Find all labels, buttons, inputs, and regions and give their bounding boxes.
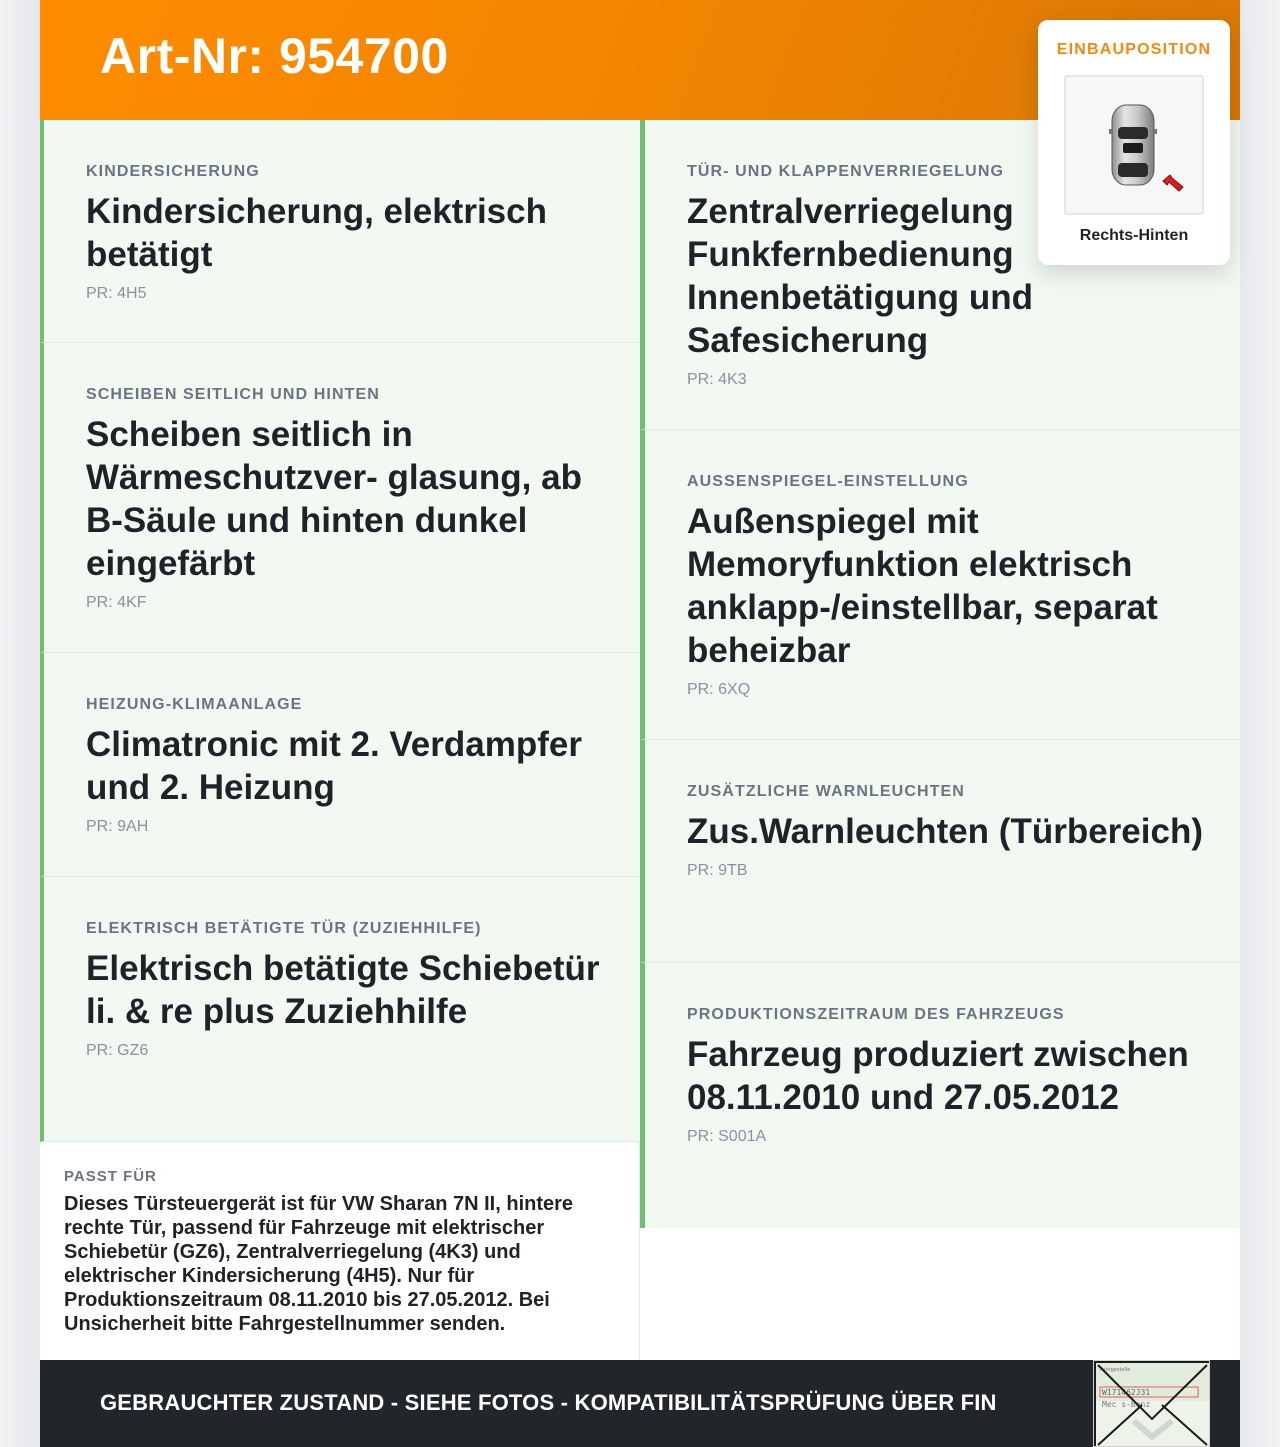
feature-pr-code: PR: 9AH <box>86 818 149 835</box>
feature-pr-code: PR: S001A <box>687 1128 767 1145</box>
feature-cell-production-period <box>640 963 1240 1228</box>
feature-cell-windows <box>40 343 640 653</box>
feature-label: ELEKTRISCH BETÄTIGTE TÜR (ZUZIEHHILFE) <box>86 920 482 937</box>
feature-pr-code: PR: 4KF <box>86 594 147 611</box>
feature-title: Fahrzeug produziert zwischen 08.11.2010 und 27.05.2012 <box>687 1035 1189 1117</box>
svg-text:W171462J31: W171462J31 <box>1102 1388 1151 1397</box>
feature-title: Außenspiegel mit Memoryfunktion elektrisch anklapp-/einstellbar, separat beheizbar <box>687 502 1158 670</box>
feature-title: Scheiben seitlich in Wärmeschutzver- glasung, ab B-Säule und hinten dunkel eingefärbt <box>86 415 582 583</box>
feature-pr-code: PR: GZ6 <box>86 1042 149 1059</box>
feature-title: Climatronic mit 2. Verdampfer und 2. Heizung <box>86 725 582 807</box>
installation-position-card <box>1038 20 1230 265</box>
feature-title-line: Safesicherung <box>687 321 929 360</box>
fits-for-description: Dieses Türsteuergerät ist für VW Sharan 7N II, hintere rechte Tür, passend für Fahrzeuge mit elektrischer Schiebetür (GZ6), Zentralverriegelung (4K3) und elektrischer Kindersicherung (4H5). Nur für Produktionszeitraum 08.11.2010 bis 27.05.2012. Bei Unsicherheit bitte Fahrgestellnummer senden. <box>64 1193 574 1335</box>
feature-pr-code: PR: 9TB <box>687 862 748 879</box>
vin-envelope-icon <box>1093 1360 1210 1447</box>
feature-label: PRODUKTIONSZEITRAUM DES FAHRZEUGS <box>687 1006 1065 1023</box>
feature-title-line: Zentralverriegelung <box>687 192 1014 231</box>
fits-for-label: PASST FÜR <box>64 1168 157 1185</box>
feature-cell-mirror <box>640 430 1240 740</box>
car-position-image <box>1064 75 1204 215</box>
feature-cell-climate <box>40 653 640 877</box>
feature-label: AUSSENSPIEGEL-EINSTELLUNG <box>687 473 969 490</box>
feature-label: TÜR- UND KLAPPENVERRIEGELUNG <box>687 163 1005 180</box>
fits-for-section <box>40 1142 640 1360</box>
feature-title-line: Innenbetätigung und <box>687 278 1034 317</box>
feature-label: SCHEIBEN SEITLICH UND HINTEN <box>86 386 380 403</box>
installation-position-title: EINBAUPOSITION <box>1056 41 1212 58</box>
feature-cell-warning-lights <box>640 740 1240 963</box>
footer-notice: GEBRAUCHTER ZUSTAND - SIEHE FOTOS - KOMPATIBILITÄTSPRÜFUNG ÜBER FIN <box>100 1390 997 1415</box>
feature-pr-code: PR: 4H5 <box>86 285 147 302</box>
svg-text:Mec s-Benz: Mec s-Benz <box>1102 1400 1151 1409</box>
feature-title-line: Funkfernbedienung <box>687 235 1014 274</box>
footer-banner <box>40 1360 1240 1447</box>
feature-cell-sliding-door <box>40 877 640 1142</box>
article-number-title: Art-Nr: 954700 <box>100 28 449 84</box>
svg-text:Fahrgestelle: Fahrgestelle <box>1100 1367 1131 1373</box>
feature-title: Kindersicherung, elektrisch betätigt <box>86 192 547 274</box>
feature-label: ZUSÄTZLICHE WARNLEUCHTEN <box>687 783 965 800</box>
feature-pr-code: PR: 6XQ <box>687 681 751 698</box>
feature-title: Zus.Warnleuchten (Türbereich) <box>687 812 1203 851</box>
feature-cell-child-lock <box>40 120 640 343</box>
installation-position-value: Rechts-Hinten <box>1079 227 1189 244</box>
feature-pr-code: PR: 4K3 <box>687 371 747 388</box>
feature-title: Elektrisch betätigte Schiebetür li. & re plus Zuziehhilfe <box>86 949 600 1031</box>
car-top-view-icon <box>1066 77 1202 213</box>
feature-label: KINDERSICHERUNG <box>86 163 260 180</box>
feature-label: HEIZUNG-KLIMAANLAGE <box>86 696 303 713</box>
